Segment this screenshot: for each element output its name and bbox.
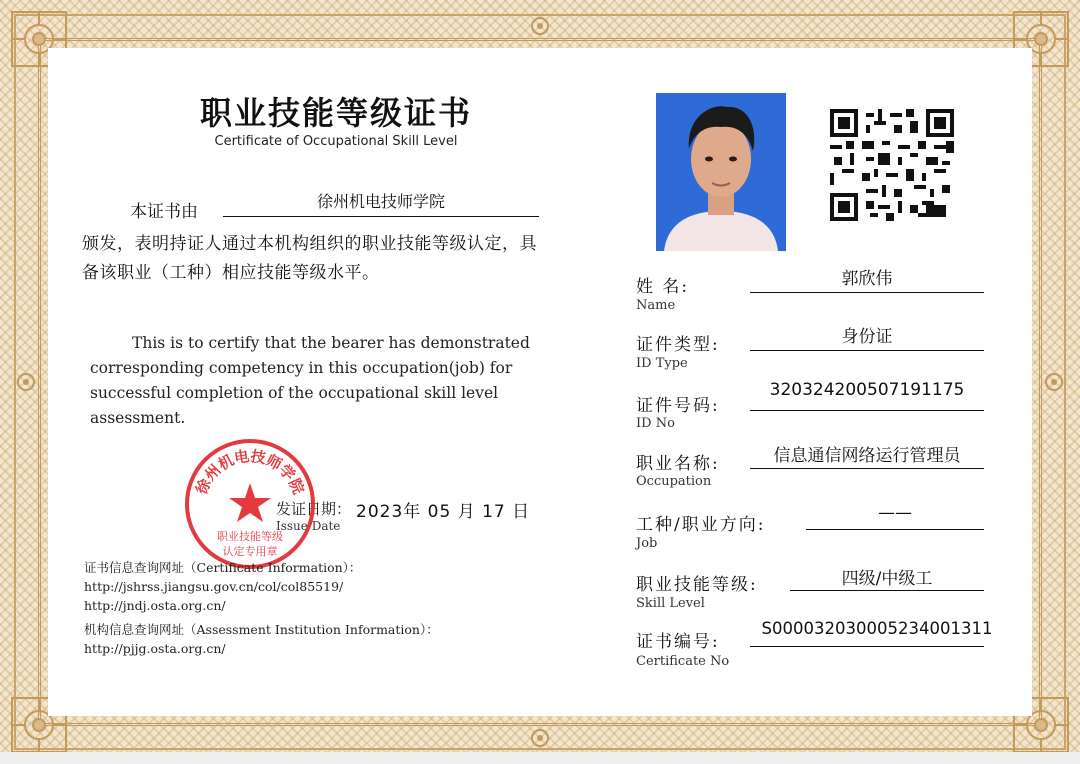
name-label: 姓 名: [636, 277, 690, 297]
job-label-en: Job [636, 536, 658, 551]
id-no-label-en: ID No [636, 416, 675, 431]
skill-level-label: 职业技能等级: [636, 575, 758, 595]
cert-no-underline [750, 646, 984, 647]
portrait-photo [656, 93, 786, 251]
issue-date: 2023年 05 月 17 日 [356, 502, 531, 522]
skill-level-underline [790, 590, 984, 591]
occupation-label: 职业名称: [636, 454, 720, 474]
svg-text:徐州机电技师学院: 徐州机电技师学院 [192, 447, 308, 497]
border-flower-icon [529, 727, 551, 749]
id-type-value: 身份证 [841, 327, 893, 347]
issuer-name: 徐州机电技师学院 [316, 192, 445, 211]
cert-no-label-en: Certificate No [636, 654, 730, 669]
id-no-underline [750, 410, 984, 411]
skill-level-label-en: Skill Level [636, 596, 705, 611]
inst-url[interactable]: http://pjjg.osta.org.cn/ [84, 641, 226, 656]
issuer-label: 本证书由 [130, 202, 198, 222]
id-type-label: 证件类型: [636, 335, 720, 355]
job-value: —— [878, 503, 912, 523]
skill-level-value: 四级/中级工 [841, 569, 933, 589]
name-underline [750, 292, 984, 293]
cert-url-1[interactable]: http://jshrss.jiangsu.gov.cn/col/col85519/ [84, 579, 344, 594]
official-seal [183, 437, 317, 571]
occupation-underline [750, 468, 984, 469]
issue-date-label: 发证日期： [276, 500, 352, 518]
id-no-value: 320324200507191175 [769, 380, 965, 400]
cert-no-value: S000032030005234001311 [761, 619, 993, 638]
cert-no-label: 证书编号: [636, 632, 720, 652]
cert-url-2[interactable]: http://jndj.osta.org.cn/ [84, 598, 226, 613]
issue-date-label-en: Issue Date [276, 519, 341, 533]
svg-text:职业技能等级: 职业技能等级 [217, 530, 283, 543]
border-flower-icon [529, 15, 551, 37]
verification-links [84, 558, 439, 658]
job-label: 工种/职业方向: [636, 515, 766, 535]
name-value: 郭欣伟 [841, 269, 893, 289]
chinese-statement: 颁发，表明持证人通过本机构组织的职业技能等级认定，具备该职业（工种）相应技能等级水平。 [82, 234, 537, 283]
name-label-en: Name [636, 298, 676, 313]
id-type-underline [750, 350, 984, 351]
border-flower-icon [15, 371, 37, 393]
border-flower-icon [1043, 371, 1065, 393]
occupation-value: 信息通信网络运行管理员 [773, 446, 961, 466]
svg-text:认定专用章: 认定专用章 [222, 545, 278, 558]
id-no-label: 证件号码: [636, 396, 720, 416]
certificate-subtitle: Certificate of Occupational Skill Level [214, 134, 458, 149]
id-type-label-en: ID Type [636, 356, 688, 371]
occupation-label-en: Occupation [636, 474, 712, 489]
certificate-title: 职业技能等级证书 [199, 94, 472, 132]
qr-code [830, 109, 954, 221]
cert-info-label: 证书信息查询网址（Certificate Information）： [84, 560, 362, 575]
inst-info-label: 机构信息查询网址（Assessment Institution Information）： [84, 622, 439, 637]
english-statement: This is to certify that the bearer has demonstrated corresponding competency in this occupation(job) for successful completion of the occupational skill level assessment. [90, 334, 530, 427]
issuer-underline [223, 216, 539, 217]
job-underline [806, 529, 984, 530]
bottom-strip [0, 752, 1080, 764]
